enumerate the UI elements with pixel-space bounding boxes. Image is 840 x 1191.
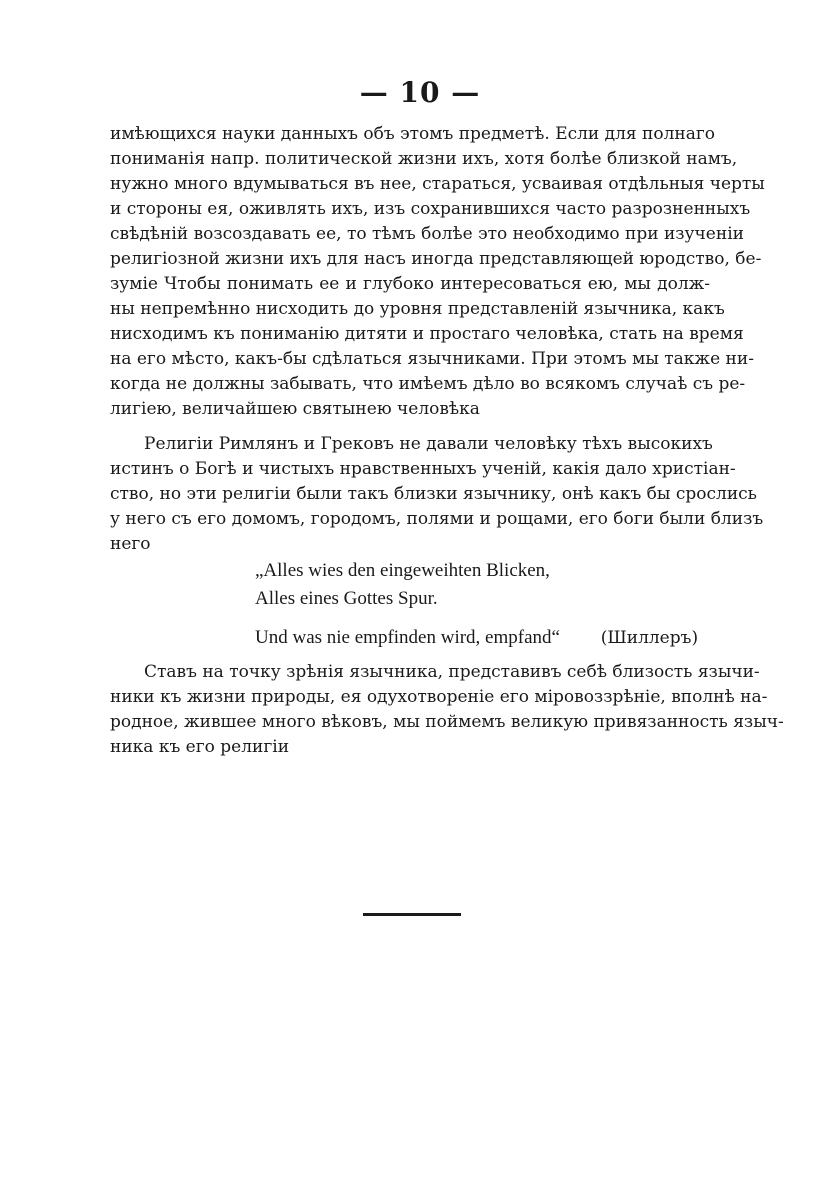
paragraph-2-line: него	[110, 534, 151, 554]
paragraph-3	[110, 660, 784, 760]
end-rule	[363, 913, 461, 916]
paragraph-2	[110, 432, 764, 557]
paragraph-1-line: и стороны ея, оживлять ихъ, изъ сохранившихся часто разрозненныхъ	[110, 199, 751, 219]
verse-last-line: Und was nie empfinden wird, empfand“	[255, 627, 560, 648]
paragraph-2-line: истинъ о Богѣ и чистыхъ нравственныхъ ученій, какія дало христіан-	[110, 459, 736, 479]
verse-quote	[255, 557, 550, 613]
paragraph-2-line: у него съ его домомъ, городомъ, полями и рощами, его боги были близъ	[110, 509, 764, 529]
paragraph-1-line: нисходимъ къ пониманію дитяти и простаго человѣка, стать на время	[110, 324, 744, 344]
page-number: — 10 —	[359, 76, 481, 109]
paragraph-3-line: ники къ жизни природы, ея одухотвореніе его міровоззрѣніе, вполнѣ на-	[110, 687, 768, 707]
paragraph-1-line: когда не должны забывать, что имѣемъ дѣло во всякомъ случаѣ съ ре-	[110, 374, 746, 394]
verse-line: Alles eines Gottes Spur.	[255, 588, 438, 609]
paragraph-1-line: пониманія напр. политической жизни ихъ, хотя болѣе близкой намъ,	[110, 149, 738, 169]
paragraph-2-line: ство, но эти религіи были такъ близки язычнику, онѣ какъ бы срослись	[110, 484, 757, 504]
paragraph-1-line: религіозной жизни ихъ для насъ иногда представляющей юродство, бе-	[110, 249, 762, 269]
paragraph-3-line: ника къ его религіи	[110, 737, 290, 757]
paragraph-1-line: свѣдѣній возсоздавать ее, то тѣмъ болѣе это необходимо при изученіи	[110, 224, 744, 244]
paragraph-1	[110, 122, 765, 422]
paragraph-3-line: Ставъ на точку зрѣнія язычника, представивъ себѣ близость язычи-	[144, 662, 760, 682]
verse-attribution: (Шиллеръ)	[600, 628, 699, 648]
paragraph-3-line: родное, жившее много вѣковъ, мы поймемъ великую привязанность языч-	[110, 712, 784, 732]
paragraph-1-line: нужно много вдумываться въ нее, стараться, усваивая отдѣльныя черты	[110, 174, 765, 194]
verse-line: „Alles wies den eingeweihten Blicken,	[255, 560, 550, 581]
paragraph-2-line: Религіи Римлянъ и Грековъ не давали человѣку тѣхъ высокихъ	[144, 434, 713, 454]
paragraph-1-line: имѣющихся науки данныхъ объ этомъ предметѣ. Если для полнаго	[110, 124, 716, 144]
paragraph-1-line: ны непремѣнно нисходить до уровня представленій язычника, какъ	[110, 299, 725, 319]
paragraph-1-line: лигіею, величайшею святынею человѣка	[110, 399, 480, 419]
paragraph-1-line: зуміе Чтобы понимать ее и глубоко интересоваться ею, мы долж-	[110, 274, 710, 294]
paragraph-1-line: на его мѣсто, какъ-бы сдѣлаться язычниками. При этомъ мы также ни-	[110, 349, 754, 369]
verse-last-line-row	[255, 627, 698, 649]
